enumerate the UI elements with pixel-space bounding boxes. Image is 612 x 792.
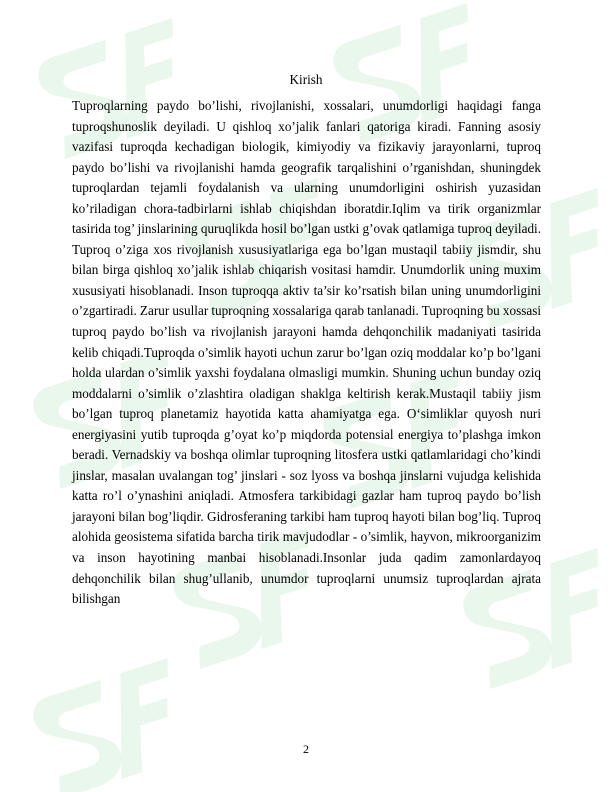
page-number: 2 [303,742,309,756]
page-title: Kirish [289,72,323,87]
body-paragraph: Tuproqlarning paydo bo’lishi, rivojlanishi, xossalari, unumdorligi haqidagi fanga tuproqshunoslik deyiladi. U qishloq xo’jalik fanlari qatoriga kiradi. Fanning asosiy vazifasi tuproqda kechadigan biologik, kimiyodiy va fizikaviy jarayonlarni, tuproq paydo bo’lishi va rivojlanishi hamda geografik tarqalishini o’rganishdan, shuningdek tuproqlardan tejamli foydalanish va ularning unumdorligini oshirish yuzasidan ko’riladigan chora-tadbirlarni ishlab chiqishdan iboratdir.Iqlim va tirik organizmlar tasirida tog’ jinslarining quruqlikda hosil bo’lgan ustki g’ovak qatlamiga tuproq deyiladi. Tuproq o’ziga xos rivojlanish xususiyatlariga ega bo’lgan mustaqil tabiiy jismdir, shu bilan birga qishloq xo’jalik ishlab chiqarish vositasi hamdir. Unumdorlik uning muxim xususiyati hisoblanadi. Inson tuproqqa aktiv ta’sir ko’rsatish bilan uning unumdorligini o’zgartiradi. Zarur usullar tuproqning xossalariga qarab tanlanadi. Tuproqning bu xossasi tuproq paydo bo’lish va rivojlanish jarayoni hamda dehqonchilik madaniyati tasirida kelib chiqadi.Tuproqda o’simlik hayoti uchun zarur bo’lgan oziq moddalar ko’p bo’lgani holda ulardan o’simlik yaxshi foydalana olmasligi mumkin. Shuning uchun bunday oziq moddalarni o’simlik o’zlashtira oladigan shaklga keltirish kerak.Mustaqil tabiiy jism bo’lgan tuproq planetamiz hayotida katta ahamiyatga ega. O‘simliklar quyosh nuri energiyasini yutib tuproqda g’oyat ko’p miqdorda potensial energiya to’plashga imkon beradi. Vernadskiy va boshqa olimlar tuproqning litosfera ustki qatlamlaridagi cho’kindi jinslar, masalan uvalangan tog’ jinslari - soz lyoss va boshqa jinslarni vujudga kelishida katta ro’l o’ynashini aniqladi. Atmosfera tarkibidagi gazlar ham tuproq paydo bo’lish jarayoni bilan bog’liqdir. Gidrosferaning tarkibi ham tuproq hayoti bilan bog’liq. Tuproq alohida geosistema sifatida barcha tirik mavjudodlar - o’simlik, hayvon, mikroorganizim va inson hayotining manbai hisoblanadi.Insonlar juda qadim zamonlardayoq dehqonchilik bilan shug’ullanib, unumdor tuproqlarni unumsiz tuproqlardan ajrata bilishgan [72,98,541,607]
